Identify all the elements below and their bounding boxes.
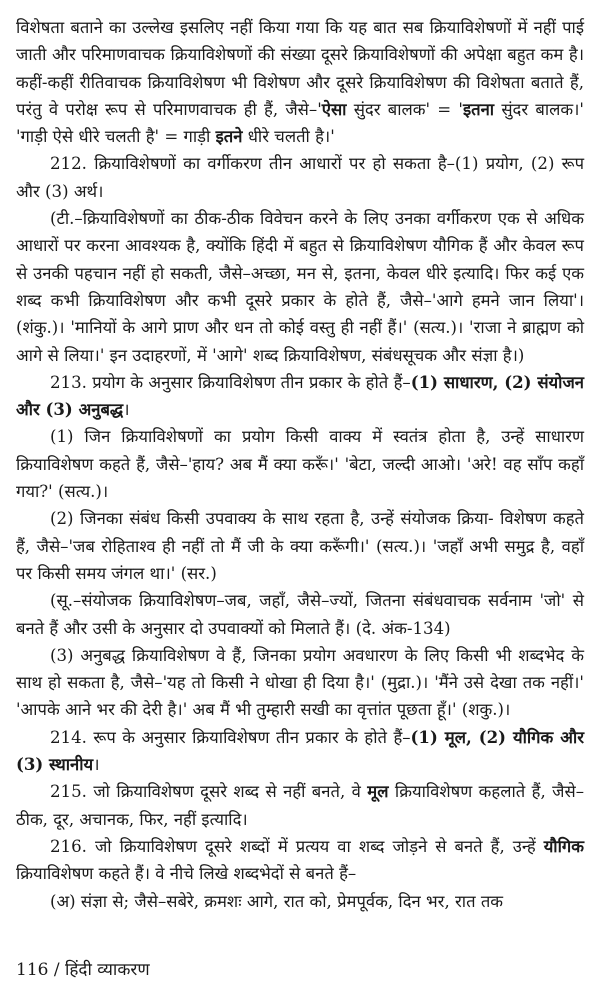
text-run: 214. रूप के अनुसार क्रियाविशेषण तीन प्रकार के होते हैं– (50, 727, 411, 747)
text-run: 213. प्रयोग के अनुसार क्रियाविशेषण तीन प्रकार के होते हैं– (50, 372, 411, 392)
text-run: (सू.–संयोजक क्रियाविशेषण–जब, जहाँ, जैसे–ज्यों, जितना संबंधवाचक सर्वनाम 'जो' से बनते हैं और उसी के अनुसार दो उपवाक्यों को मिलाते हैं। (दे. अंक-134) (16, 591, 584, 638)
bold-text-run: यौगिक (543, 835, 584, 856)
paragraph-0 (16, 14, 584, 150)
text-run: (अ) संज्ञा से; जैसे–सबेरे, क्रमशः आगे, रात को, प्रेमपूर्वक, दिन भर, रात तक (50, 891, 504, 911)
text-run: धीरे चलती है।' (242, 127, 335, 147)
text-run: सुंदर बालक' = ' (346, 99, 463, 119)
bold-text-run: मूल (367, 781, 389, 802)
paragraph-5 (16, 505, 584, 587)
paragraph-10 (16, 833, 584, 888)
paragraph-3 (16, 369, 584, 424)
paragraph-9 (16, 778, 584, 833)
text-run: विशेषता बताने का उल्लेख इसलिए नहीं किया गया कि यह बात सब क्रियाविशेषणों में नहीं पाई जाती और परिमाणवाचक क्रियाविशेषणों की संख्या दूसरे क्रियाविशेषणों की अपेक्षा बहुत कम है। कहीं-कहीं रीतिवाचक क्रियाविशेषण भी विशेषण और दूसरे क्रियाविशेषण की विशेषता बताते हैं, परंतु वे परोक्ष रूप से परिमाणवाचक ही हैं, जैसे–' (16, 18, 584, 119)
paragraph-6 (16, 587, 584, 642)
text-run: क्रियाविशेषण कहते हैं। वे नीचे लिखे शब्दभेदों से बनते हैं– (16, 864, 357, 884)
text-run: सुंदर बालक।' 'गाड़ी ऐसे धीरे चलती है' = गाड़ी (16, 99, 584, 147)
bold-text-run: (1) मूल, (2) यौगिक और (3) स्थानीय (16, 726, 584, 775)
bold-text-run: इतना (462, 98, 495, 119)
page-footer: 116 / हिंदी व्याकरण (16, 960, 150, 980)
text-run: (3) अनुबद्ध क्रियाविशेषण वे हैं, जिनका प्रयोग अवधारण के लिए किसी भी शब्दभेद के साथ हो सकता है, जैसे–'यह तो किसी ने धोखा ही दिया है।' (मुद्रा.)। 'मैंने उसे देखा तक नहीं।' 'आपके आने भर की देरी है।' अब मैं भी तुम्हारी सखी का वृत्तांत पूछता हूँ।' (शकु.)। (16, 645, 584, 720)
text-run: 212. क्रियाविशेषणों का वर्गीकरण तीन आधारों पर हो सकता है–(1) प्रयोग, (2) रूप और (3) अर्थ। (16, 154, 584, 201)
text-run: 215. जो क्रियाविशेषण दूसरे शब्द से नहीं बनते, वे (50, 782, 368, 802)
body-text (16, 14, 584, 915)
text-run: क्रियाविशेषण कहलाते हैं, जैसे–ठीक, दूर, अचानक, फिर, नहीं इत्यादि। (16, 782, 584, 829)
paragraph-8 (16, 724, 584, 779)
text-run: । (123, 400, 130, 420)
paragraph-4 (16, 423, 584, 505)
paragraph-11 (16, 888, 584, 915)
bold-text-run: इतने (215, 126, 243, 147)
paragraph-1 (16, 150, 584, 205)
text-run: (1) जिन क्रियाविशेषणों का प्रयोग किसी वाक्य में स्वतंत्र होता है, उन्हें साधारण क्रियाविशेषण कहते हैं, जैसे–'हाय? अब मैं क्या करूँ।' 'बेटा, जल्दी आओ। 'अरे! वह साँप कहाँ गया?' (सत्य.)। (16, 427, 584, 502)
paragraph-2 (16, 205, 584, 369)
text-run: 216. जो क्रियाविशेषण दूसरे शब्दों में प्रत्यय वा शब्द जोड़ने से बनते हैं, उन्हें (50, 836, 544, 856)
paragraph-7 (16, 642, 584, 724)
bold-text-run: (1) साधारण, (2) संयोजन और (3) अनुबद्ध (16, 371, 584, 420)
text-run: (टी.–क्रियाविशेषणों का ठीक-ठीक विवेचन करने के लिए उनका वर्गीकरण एक से अधिक आधारों पर करना आवश्यक है, क्योंकि हिंदी में बहुत से क्रियाविशेषण यौगिक हैं और केवल रूप से उनकी पहचान नहीं हो सकती, जैसे–अच्छा, मन से, इतना, केवल धीरे इत्यादि। फिर कई एक शब्द कभी क्रियाविशेषण और कभी दूसरे प्रकार के होते हैं, जैसे–'आगे हमने जान लिया'। (शंकु.)। 'मानियों के आगे प्राण और धन तो कोई वस्तु ही नहीं हैं।' (सत्य.)। 'राजा ने ब्राह्मण को आगे से लिया।' इन उदाहरणों, में 'आगे' शब्द क्रियाविशेषण, संबंधसूचक और संज्ञा है।) (16, 209, 584, 365)
text-run: (2) जिनका संबंध किसी उपवाक्य के साथ रहता है, उन्हें संयोजक क्रिया- विशेषण कहते हैं, जैसे–'जब रोहिताश्व ही नहीं तो मैं जी के क्या करूँगी।' (सत्य.)। 'जहाँ अभी समुद्र है, वहाँ पर किसी समय जंगल था।' (सर.) (16, 509, 584, 583)
text-run: । (93, 755, 100, 775)
bold-text-run: ऐसा (321, 98, 347, 119)
